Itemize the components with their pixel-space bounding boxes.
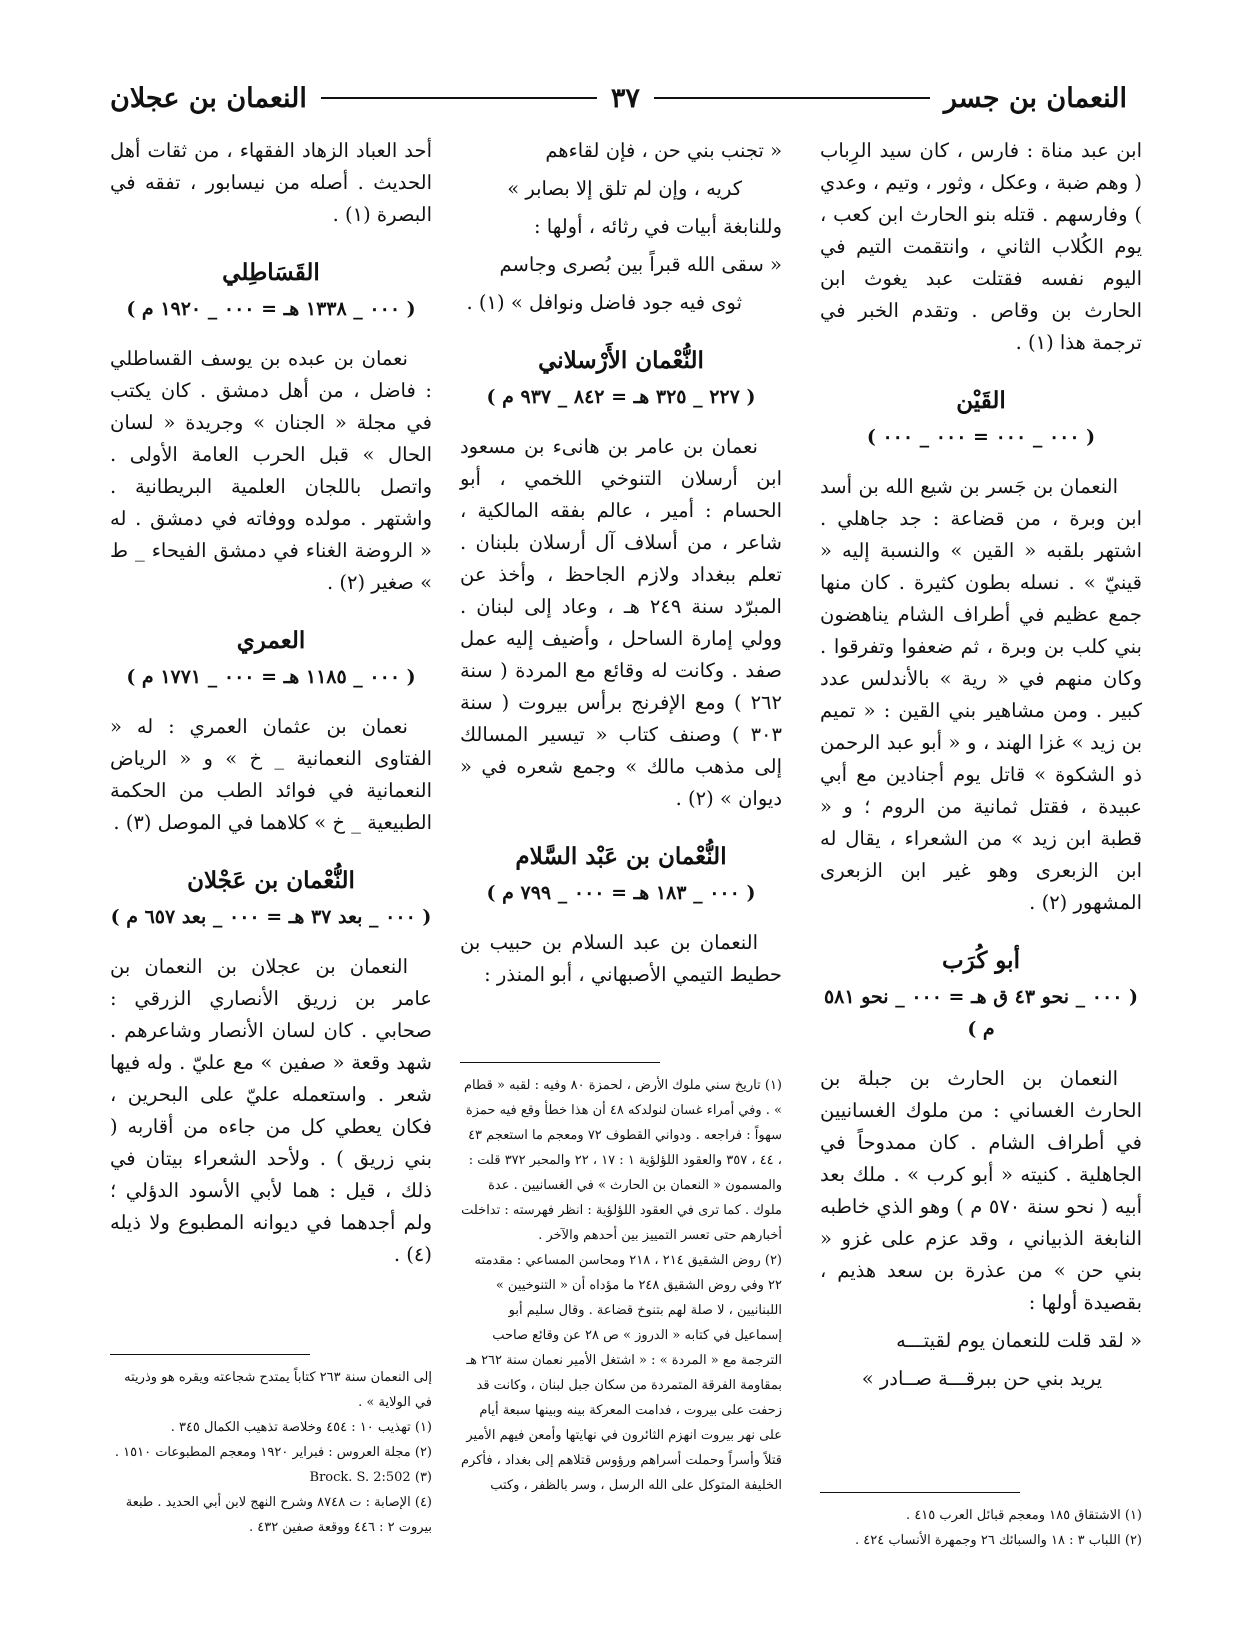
verse-line: « تجنب بني حن ، فإن لقاءهم (545, 139, 782, 162)
entry-title: القَسَاطِلي (222, 259, 320, 286)
entry-dates: ( ٠٠٠ _ نحو ٤٣ ق هـ = ٠٠٠ _ نحو ٥٨١ م ) (823, 986, 1139, 1040)
page-number: ٣٧ (610, 82, 640, 114)
column-middle (460, 135, 782, 997)
entry-dates: ( ٠٠٠ _ بعد ٣٧ هـ = ٠٠٠ _ بعد ٦٥٧ م ) (110, 906, 432, 928)
verse-line: كريه ، وإن لم تلق إلا بصابر » (507, 177, 742, 200)
entry-dates: ( ٠٠٠ _ ١١٨٥ هـ = ٠٠٠ _ ١٧٧١ م ) (126, 666, 416, 688)
entry-title: النُّعْمان الأَرْسلاني (538, 347, 704, 374)
paragraph: أحد العباد الزهاد الفقهاء ، من ثقات أهل الحديث . أصله من نيسابور ، تفقه في البصرة (١) . (110, 139, 432, 226)
entry-title: النُّعْمان بن عَبْد السَّلام (515, 843, 727, 870)
entry-dates: ( ٢٢٧ _ ٣٢٥ هـ = ٨٤٢ _ ٩٣٧ م ) (486, 386, 756, 408)
footnote-rule (460, 1062, 660, 1063)
footnotes-left (110, 1340, 432, 1540)
footnote: (٢) مجلة العروس : فبراير ١٩٢٠ ومعجم المطبوعات ١٥١٠ . (114, 1445, 432, 1460)
entry-body: النعمان بن الحارث بن جبلة بن الحارث الغساني : من ملوك الغسانيين في أطراف الشام . كان ممدوحاً في الجاهلية . كنيته « أبو كرب » . ملك بعد أبيه ( نحو سنة ٥٧٠ م ) وهو الذي خاطبه النابغة الذبياني ، وقد عزم على غزو « بني حن » من عذرة بن سعد هذيم ، بقصيدة أولها : (820, 1067, 1142, 1314)
entry-body: النعمان بن عبد السلام بن حبيب بن حطيط التيمي الأصبهاني ، أبو المنذر : (460, 931, 782, 986)
footnote: (١) الاشتقاق ١٨٥ ومعجم قبائل العرب ٤١٥ . (906, 1508, 1142, 1523)
entry-title: العمري (236, 627, 306, 654)
verse-line: « سقى الله قبراً بين بُصرى وجاسم (499, 253, 782, 276)
entry-title: أبو كُرَب (942, 947, 1020, 974)
footnote: (١) تاريخ سني ملوك الأرض ، لحمزة ٨٠ وفيه : لقبه « قطام » . وفي أمراء غسان لنولدكه ٤٨ أن هذا خطأ وقع فيه حمزة سهواً : فراجعه . ودواني القطوف ٧٢ ومعجم ما استعجم ٤٣ ، ٤٤ ، ٣٥٧ والعقود اللؤلؤية ١ : ١٧ ، ٢٢ والمحبر ٣٧٢ قلت : والمسمون « النعمان بن الحارث » في الغسانيين . عدة ملوك . كما ترى في العقود اللؤلؤية : انظر فهرسته : تداخلت أخبارهم حتى تعسر التمييز بين أحدهم والآخر . (461, 1078, 782, 1243)
entry-body: نعمان بن عامر بن هانىء بن مسعود ابن أرسلان التنوخي اللخمي ، أبو الحسام : أمير ، عالم بفقه المالكية ، شاعر ، من أسلاف آل أرسلان بلبنان . تعلم ببغداد ولازم الجاحظ ، وأخذ عن المبرّد سنة ٢٤٩ هـ ، وعاد إلى لبنان . وولي إمارة الساحل ، وأضيف إليه عمل صفد . وكانت له وقائع مع المردة ( سنة ٢٦٢ ) ومع الإفرنج برأس بيروت ( سنة ٣٠٣ ) وصنف كتاب « تيسير المسالك إلى مذهب مالك » وجمع شعره في « ديوان » (٢) . (460, 435, 782, 810)
column-right (820, 135, 1142, 1401)
footnote: (١) تهذيب ١٠ : ٤٥٤ وخلاصة تذهيب الكمال ٣٤٥ . (170, 1420, 432, 1435)
running-header (110, 78, 1127, 118)
footnotes-right (820, 1478, 1142, 1553)
entry-title: النُّعْمان بن عَجْلان (187, 867, 355, 894)
entry-body: نعمان بن عثمان العمري : له « الفتاوى النعمانية _ خ » و « الرياض النعمانية في فوائد الطب من الحكمة الطبيعية _ خ » كلاهما في الموصل (٣) . (110, 715, 432, 834)
header-right-title: النعمان بن جسر (943, 82, 1127, 114)
verse-line: يريد بني حن ببرقـــة صــادر » (861, 1367, 1102, 1390)
header-rule-left (321, 97, 597, 99)
entry-body: نعمان بن عبده بن يوسف القساطلي : فاضل ، من أهل دمشق . كان يكتب في مجلة « الجنان » وجريدة « لسان الحال » قبل الحرب العامة الأولى . واتصل باللجان العلمية البريطانية . واشتهر . مولده ووفاته في دمشق . له « الروضة الغناء في دمشق الفيحاء _ ط » صغير (٢) . (110, 347, 432, 594)
entry-body: النعمان بن عجلان بن النعمان بن عامر بن زريق الأنصاري الزرقي : صحابي . كان لسان الأنصار وشاعرهم . شهد وقعة « صفين » مع عليّ . وله فيها شعر . واستعمله عليّ على البحرين ، فكان يعطي كل من جاءه من أقاربه ( بني زريق ) . ولأحد الشعراء بيتان في ذلك ، قيل : هما لأبي الأسود الدؤلي ؛ ولم أجدهما في ديوانه المطبوع ولا ذيله (٤) . (110, 955, 432, 1266)
paragraph: وللنابغة أبيات في رثائه ، أولها : (534, 215, 782, 238)
footnote-rule (820, 1492, 1020, 1493)
footnote: إلى النعمان سنة ٢٦٣ كتاباً يمتدح شجاعته ويقره هو وذريته في الولاية » . (124, 1370, 432, 1410)
footnote: (٤) الإصابة : ت ٨٧٤٨ وشرح النهج لابن أبي الحديد . طبعة بيروت ٢ : ٤٤٦ ووقعة صفين ٤٣٢ . (125, 1495, 432, 1535)
header-rule-right (654, 97, 930, 99)
footnote: (٢) اللباب ٣ : ١٨ والسبائك ٢٦ وجمهرة الأنساب ٤٢٤ . (854, 1533, 1142, 1548)
entry-body: النعمان بن جَسر بن شيع الله بن أسد ابن وبرة ، من قضاعة : جد جاهلي . اشتهر بلقبه « القين » والنسبة إليه « قينيّ » . نسله بطون كثيرة . كان منها جمع عظيم في أطراف الشام يناهضون بني كلب بن وبرة ، ثم ضعفوا وتفرقوا . وكان منهم في « رية » بالأندلس عدد كبير . ومن مشاهير بني القين : « تميم بن زيد » غزا الهند ، و « أبو عبد الرحمن ذو الشكوة » قاتل يوم أجنادين مع أبي عبيدة ، فقتل ثمانية من الروم ؛ و « قطبة ابن زيد » من الشعراء ، يقال له ابن الزبعرى وهو غير ابن الزبعرى المشهور (٢) . (820, 475, 1142, 914)
footnote: (٢) روض الشقيق ٢١٤ ، ٢١٨ ومحاسن المساعي : مقدمته ٢٢ وفي روض الشقيق ٢٤٨ ما مؤداه أن « التنوخيين » اللبنانيين ، لا صلة لهم بتنوخ قضاعة . وقال سليم أبو إسماعيل في كتابه « الدروز » ص ٢٨ عن وقائع صاحب الترجمة مع « المردة » : « اشتغل الأمير نعمان سنة ٢٦٢ هـ بمقاومة الفرقة المتمردة من سكان جبل لبنان ، وكانت قد زحفت على بيروت ، فدامت المعركة بينه وبينها سبعة أيام على نهر بيروت انهزم الثائرون في نهايتها وأمعن فيهم الأمير قتلاً وأسراً وحملت أسراهم ورؤوس قتلاهم إلى بغداد ، فأكرم الخليفة المتوكل على الله الرسل ، وسر بالظفر ، وكتب (460, 1253, 782, 1493)
footnote-reference: Brock. S. 2:502 (309, 1470, 411, 1485)
column-left (110, 135, 432, 1277)
footnote (110, 1465, 432, 1490)
entry-dates: ( ٠٠٠ _ ٠٠٠ = ٠٠٠ _ ٠٠٠ ) (866, 426, 1096, 448)
footnote-rule (110, 1354, 310, 1355)
verse-line: ثوى فيه جود فاضل ونوافل » (١) . (466, 291, 742, 314)
entry-title: القَيْن (956, 387, 1006, 414)
entry-dates: ( ٠٠٠ _ ١٣٣٨ هـ = ٠٠٠ _ ١٩٢٠ م ) (126, 298, 416, 320)
paragraph: ابن عبد مناة : فارس ، كان سيد الرِباب ( وهم ضبة ، وعكل ، وثور ، وتيم ، وعدي ) وفارسهم . قتله بنو الحارث ابن كعب ، يوم الكُلاب الثاني ، وانتقمت التيم في اليوم نفسه فقتلت عبد يغوث ابن الحارث بن وقاص . وتقدم الخبر في ترجمة هذا (١) . (820, 139, 1142, 354)
footnote-number: (٣) (414, 1470, 432, 1485)
header-left-title: النعمان بن عجلان (109, 82, 307, 114)
footnotes-middle (460, 1048, 782, 1498)
verse-line: « لقد قلت للنعمان يوم لقيتـــه (896, 1329, 1142, 1352)
entry-dates: ( ٠٠٠ _ ١٨٣ هـ = ٠٠٠ _ ٧٩٩ م ) (486, 882, 756, 904)
